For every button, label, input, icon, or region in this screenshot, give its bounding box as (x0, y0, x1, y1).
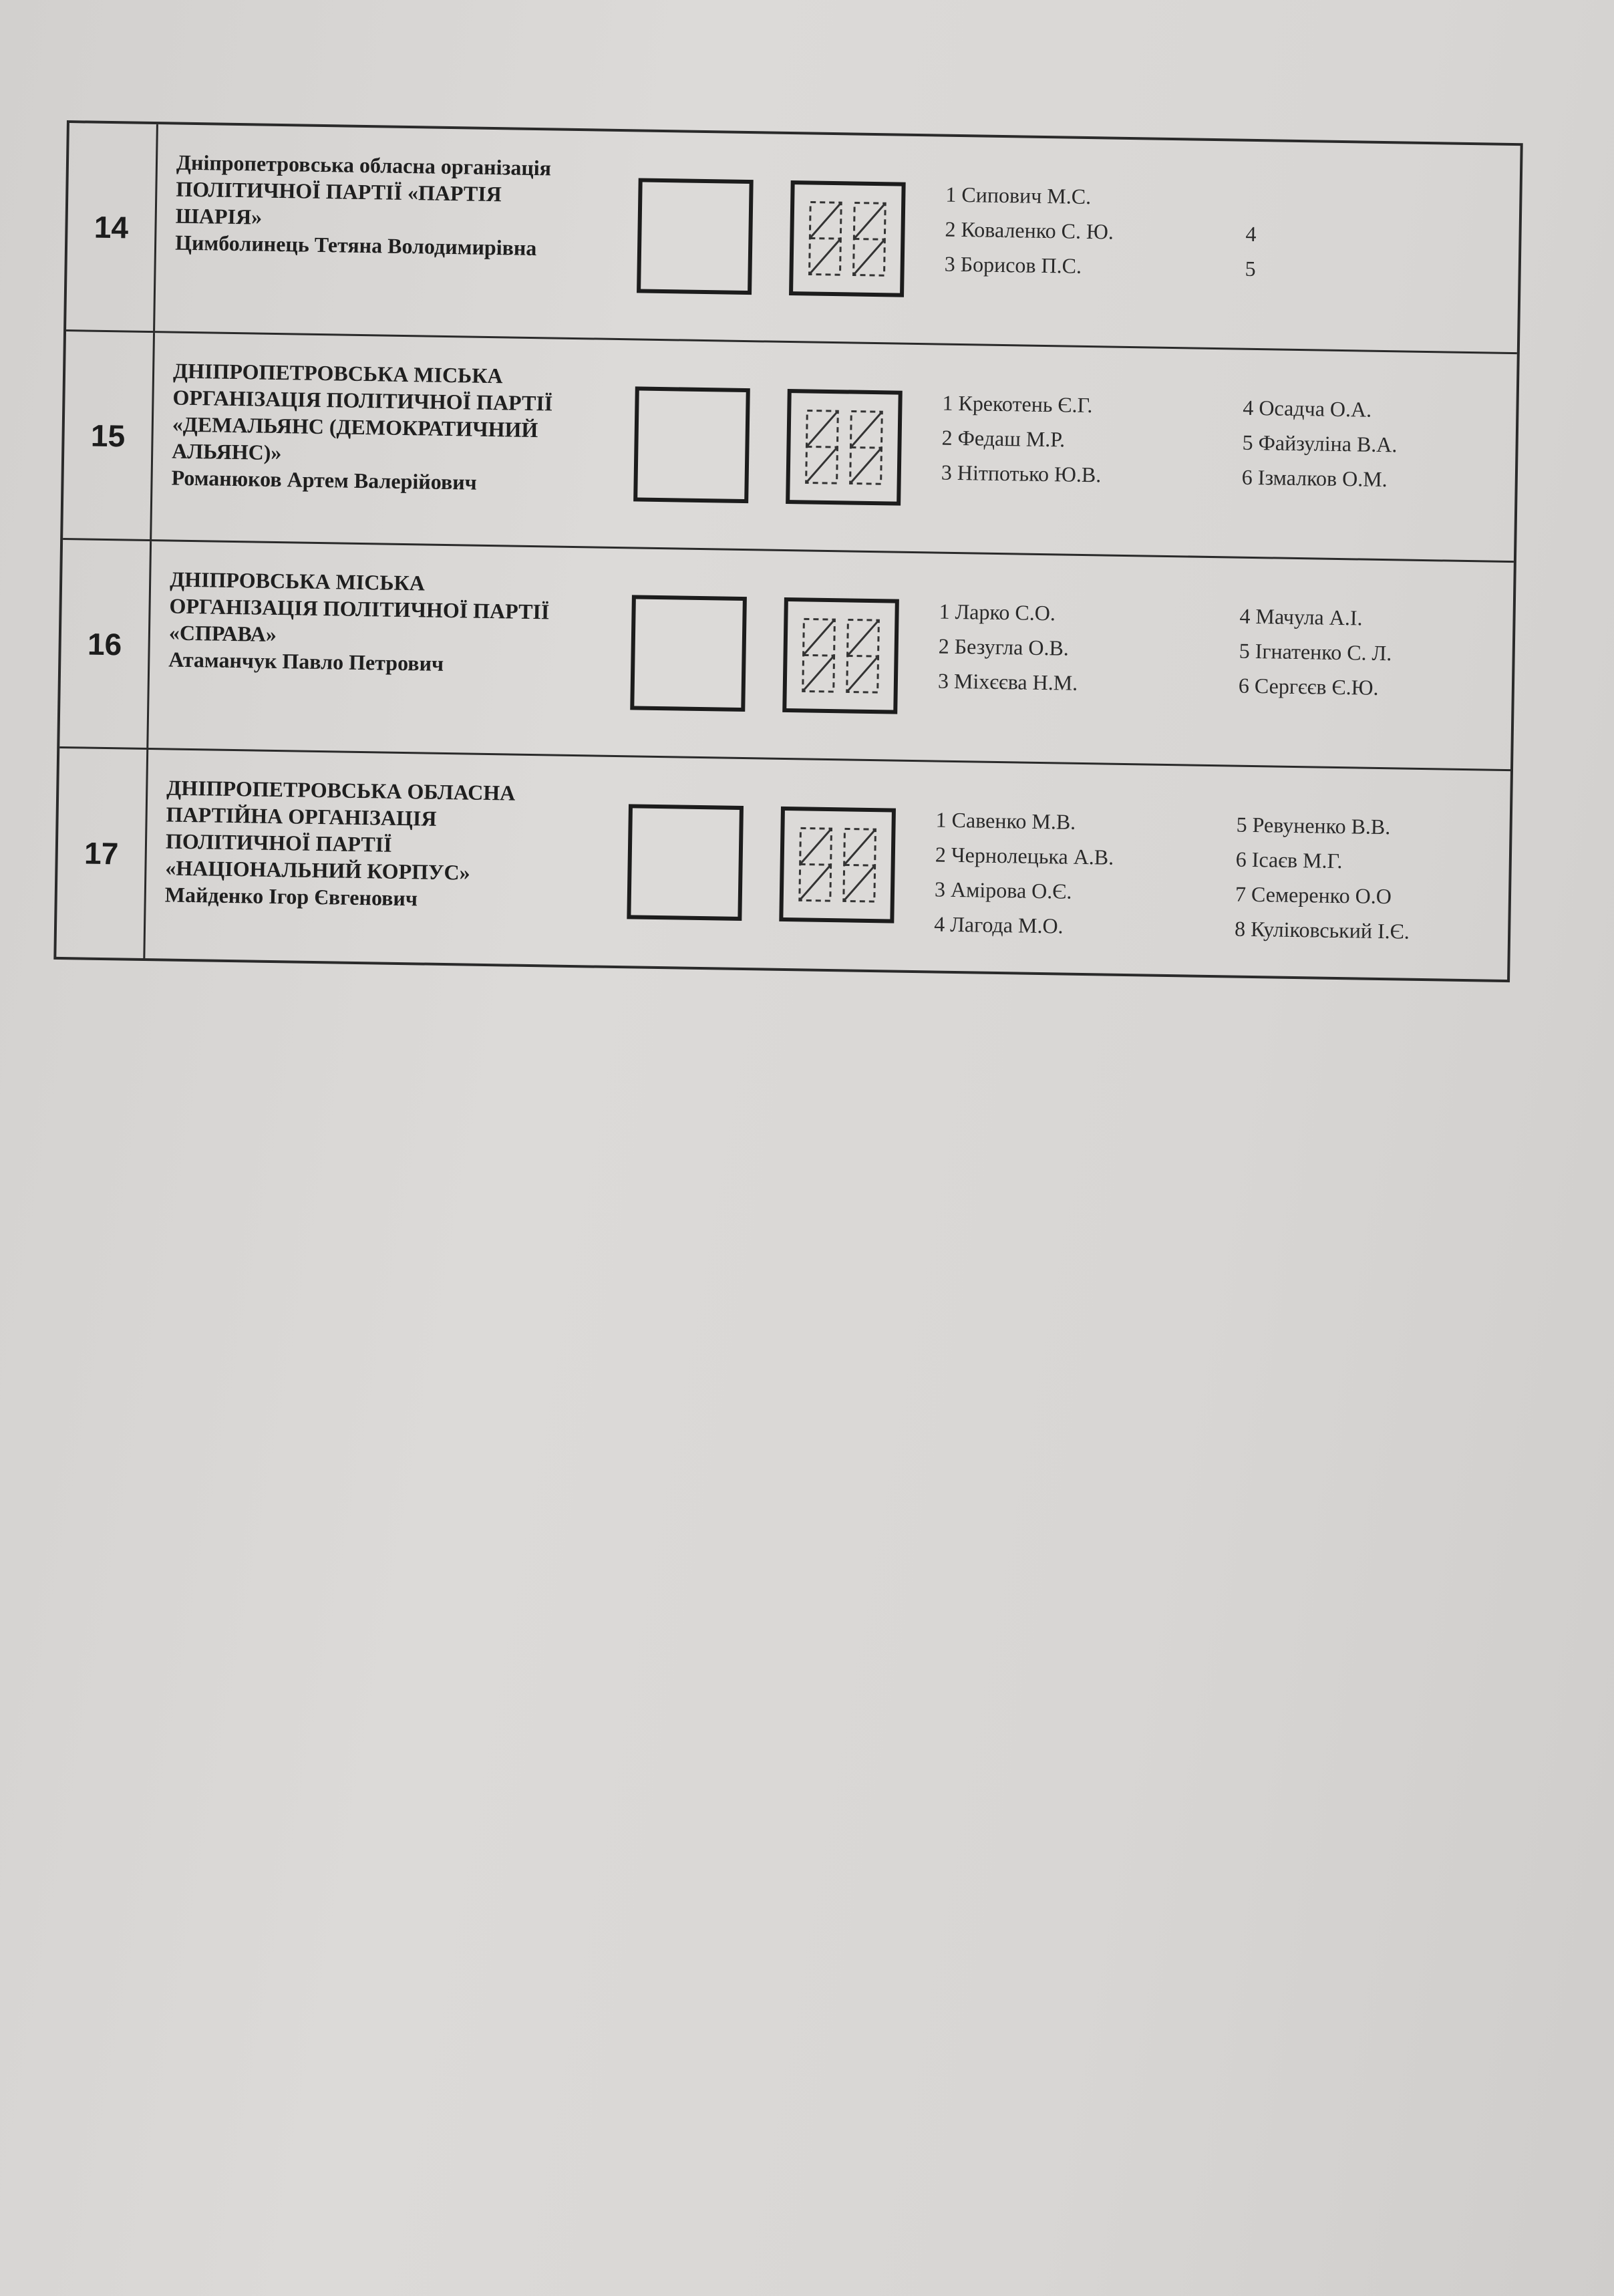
candidate: 1 Крекотень Є.Г. (942, 390, 1093, 418)
dashed-digit-icon (790, 817, 885, 912)
candidate: 6 Сергєєв Є.Ю. (1238, 673, 1379, 700)
party-name-line: ОРГАНІЗАЦІЯ ПОЛІТИЧНОЇ ПАРТІЇ (172, 385, 553, 416)
party-leader: Атаманчук Павло Петрович (168, 647, 444, 676)
dashed-digit-icon (796, 400, 891, 494)
vote-checkbox[interactable] (627, 804, 744, 921)
party-name-line: «НАЦІОНАЛЬНИЙ КОРПУС» (165, 855, 470, 885)
party-info (145, 750, 629, 966)
candidate: 1 Ларко С.О. (939, 599, 1056, 625)
candidate: 5 Ігнатенко С. Л. (1239, 638, 1392, 666)
party-name-line: ОРГАНІЗАЦІЯ ПОЛІТИЧНОЇ ПАРТІЇ (169, 593, 550, 624)
candidate: 6 Ісаєв М.Г. (1235, 847, 1343, 873)
party-name-line: ШАРІЯ» (175, 203, 263, 229)
candidate-list (933, 762, 1538, 980)
party-leader: Цимболинець Тетяна Володимирівна (174, 230, 537, 261)
party-name-line: ПАРТІЙНА ОРГАНІЗАЦІЯ (166, 802, 437, 831)
party-number: 14 (66, 123, 158, 331)
candidate: 2 Федаш М.Р. (941, 425, 1066, 452)
party-row (66, 123, 1520, 354)
party-name-line: «ДЕМАЛЬЯНС (ДЕМОКРАТИЧНИЙ (172, 412, 538, 442)
party-info (155, 124, 639, 338)
candidate: 4 Мачула А.І. (1239, 603, 1363, 630)
candidate: 3 Нітпотько Ю.В. (941, 460, 1102, 487)
party-number: 17 (56, 748, 148, 958)
candidate: 2 Коваленко С. Ю. (945, 217, 1114, 244)
candidate-column (1234, 807, 1537, 980)
party-row (59, 540, 1514, 771)
party-number: 16 (59, 540, 152, 748)
mark-boxes (636, 132, 947, 343)
party-leader: Романюков Артем Валерійович (171, 465, 478, 494)
party-name-line: ДНІПРОПЕТРОВСЬКА ОБЛАСНА (166, 775, 516, 805)
candidate: 1 Савенко М.В. (935, 807, 1076, 834)
candidate: 5 (1245, 256, 1257, 281)
party-name-line: ПОЛІТИЧНОЇ ПАРТІЇ (165, 829, 392, 857)
candidate (1246, 182, 1547, 221)
candidate: 3 Міхєєва Н.М. (937, 668, 1078, 695)
candidate-list (937, 554, 1541, 770)
candidate-code-box[interactable] (779, 807, 896, 923)
party-leader: Майденко Ігор Євгенович (164, 882, 418, 911)
candidate-column (937, 594, 1240, 765)
party-info (152, 333, 636, 547)
vote-checkbox[interactable] (637, 178, 754, 295)
candidate: 5 Файзуліна В.А. (1242, 430, 1398, 457)
party-number: 15 (63, 331, 155, 539)
party-name-line: ДНІПРОПЕТРОВСЬКА МІСЬКА (172, 358, 503, 388)
party-info (148, 541, 633, 755)
dashed-digit-icon (800, 191, 895, 286)
candidate: 4 Осадча О.А. (1243, 395, 1372, 422)
candidate-column (1237, 599, 1541, 770)
ballot-table (53, 120, 1522, 982)
candidate: 2 Безугла О.В. (938, 633, 1070, 660)
vote-checkbox[interactable] (633, 386, 750, 503)
party-name-line: Дніпропетровська обласна організація (176, 150, 552, 180)
dashed-digit-icon (793, 608, 888, 703)
candidate-list (940, 345, 1545, 561)
candidate-code-box[interactable] (786, 388, 903, 505)
vote-checkbox[interactable] (630, 595, 747, 712)
candidate: 1 Сипович М.С. (945, 182, 1092, 209)
candidate: 2 Чернолецька А.В. (935, 842, 1114, 869)
party-row (56, 748, 1510, 980)
party-row (63, 331, 1517, 563)
candidate: 4 Лагода М.О. (933, 911, 1064, 938)
party-name-line: «СПРАВА» (168, 620, 277, 647)
candidate-code-box[interactable] (789, 180, 906, 297)
mark-boxes (633, 340, 943, 551)
candidate-column (1244, 182, 1547, 353)
party-name-line: ДНІПРОВСЬКА МІСЬКА (169, 567, 426, 595)
candidate-column (943, 177, 1247, 348)
candidate-code-box[interactable] (782, 597, 899, 714)
candidate-column (940, 386, 1243, 557)
mark-boxes (629, 549, 940, 760)
candidate: 8 Куліковський І.Є. (1234, 916, 1410, 944)
candidate: 6 Ізмалков О.М. (1241, 464, 1388, 492)
candidate: 3 Амірова О.Є. (934, 877, 1072, 903)
party-name-line: АЛЬЯНС)» (171, 438, 282, 465)
candidate: 3 Борисов П.С. (944, 251, 1082, 278)
candidate: 4 (1245, 221, 1257, 246)
candidate-column (1241, 390, 1544, 561)
party-name-line: ПОЛІТИЧНОЇ ПАРТІЇ «ПАРТІЯ (176, 176, 502, 206)
candidate-column (933, 803, 1237, 976)
mark-boxes (626, 757, 937, 970)
candidate: 7 Семеренко О.О (1235, 881, 1392, 909)
candidate-list (943, 137, 1548, 353)
candidate: 5 Ревуненко В.В. (1236, 812, 1391, 839)
